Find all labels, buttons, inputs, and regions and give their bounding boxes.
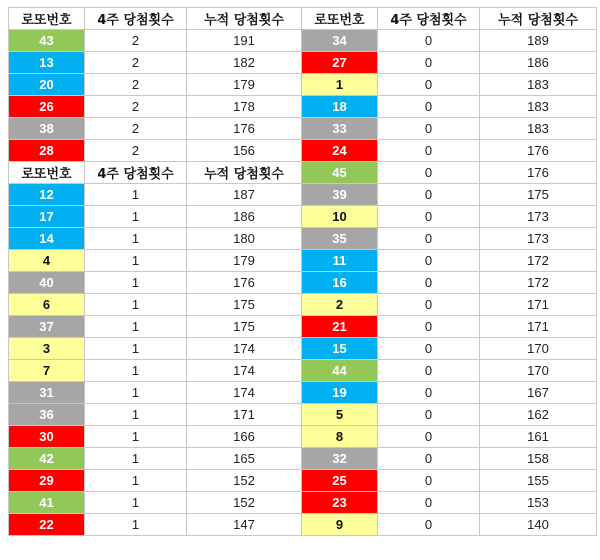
four-week-wins-cell: 2 (85, 74, 187, 96)
four-week-wins-cell: 0 (378, 272, 480, 294)
four-week-wins-cell: 1 (85, 338, 187, 360)
lotto-number-cell: 40 (9, 272, 85, 294)
total-wins-cell: 173 (480, 228, 597, 250)
lotto-number-cell: 22 (9, 514, 85, 536)
four-week-wins-cell: 0 (378, 184, 480, 206)
four-week-wins-cell: 0 (378, 448, 480, 470)
lotto-number-cell: 8 (302, 426, 378, 448)
total-wins-cell: 179 (187, 250, 302, 272)
four-week-wins-cell: 2 (85, 96, 187, 118)
lotto-number-cell: 33 (302, 118, 378, 140)
lotto-number-cell: 15 (302, 338, 378, 360)
lotto-number-cell: 20 (9, 74, 85, 96)
total-wins-cell: 170 (480, 338, 597, 360)
four-week-wins-cell: 1 (85, 382, 187, 404)
total-wins-cell: 186 (480, 52, 597, 74)
total-wins-cell: 182 (187, 52, 302, 74)
table-row (9, 250, 597, 272)
four-week-wins-cell: 0 (378, 470, 480, 492)
four-week-wins-cell: 0 (378, 294, 480, 316)
lotto-number-cell: 42 (9, 448, 85, 470)
total-wins-cell: 171 (187, 404, 302, 426)
lotto-number-cell: 34 (302, 30, 378, 52)
table-row (9, 426, 597, 448)
lotto-number-cell: 13 (9, 52, 85, 74)
table-row (9, 206, 597, 228)
four-week-wins-cell: 2 (85, 118, 187, 140)
lotto-number-cell: 28 (9, 140, 85, 162)
header-total-wins: 누적 당첨횟수 (187, 162, 302, 184)
total-wins-cell: 180 (187, 228, 302, 250)
table-row (9, 382, 597, 404)
header-lotto-number: 로또번호 (9, 162, 85, 184)
header-4week-wins: 4주 당첨횟수 (85, 8, 187, 30)
total-wins-cell: 156 (187, 140, 302, 162)
four-week-wins-cell: 0 (378, 140, 480, 162)
total-wins-cell: 183 (480, 118, 597, 140)
header-lotto-number: 로또번호 (9, 8, 85, 30)
lotto-number-cell: 10 (302, 206, 378, 228)
total-wins-cell: 165 (187, 448, 302, 470)
total-wins-cell: 167 (480, 382, 597, 404)
total-wins-cell: 152 (187, 470, 302, 492)
lotto-number-cell: 18 (302, 96, 378, 118)
four-week-wins-cell: 0 (378, 382, 480, 404)
table-row (9, 360, 597, 382)
lotto-number-cell: 11 (302, 250, 378, 272)
header-lotto-number: 로또번호 (302, 8, 378, 30)
total-wins-cell: 191 (187, 30, 302, 52)
total-wins-cell: 158 (480, 448, 597, 470)
total-wins-cell: 147 (187, 514, 302, 536)
lotto-number-cell: 30 (9, 426, 85, 448)
lotto-number-cell: 25 (302, 470, 378, 492)
four-week-wins-cell: 0 (378, 118, 480, 140)
four-week-wins-cell: 0 (378, 514, 480, 536)
total-wins-cell: 152 (187, 492, 302, 514)
four-week-wins-cell: 0 (378, 52, 480, 74)
lotto-number-cell: 6 (9, 294, 85, 316)
four-week-wins-cell: 0 (378, 360, 480, 382)
four-week-wins-cell: 0 (378, 96, 480, 118)
four-week-wins-cell: 0 (378, 74, 480, 96)
lotto-number-cell: 37 (9, 316, 85, 338)
total-wins-cell: 183 (480, 74, 597, 96)
lotto-number-cell: 29 (9, 470, 85, 492)
table-row (9, 272, 597, 294)
table-row (9, 140, 597, 162)
total-wins-cell: 175 (480, 184, 597, 206)
header-4week-wins: 4주 당첨횟수 (378, 8, 480, 30)
lotto-number-cell: 4 (9, 250, 85, 272)
four-week-wins-cell: 1 (85, 448, 187, 470)
four-week-wins-cell: 1 (85, 206, 187, 228)
lotto-number-cell: 17 (9, 206, 85, 228)
four-week-wins-cell: 1 (85, 316, 187, 338)
table-row (9, 448, 597, 470)
total-wins-cell: 161 (480, 426, 597, 448)
lotto-number-cell: 43 (9, 30, 85, 52)
total-wins-cell: 174 (187, 338, 302, 360)
table-row (9, 470, 597, 492)
lotto-number-cell: 5 (302, 404, 378, 426)
lotto-number-cell: 45 (302, 162, 378, 184)
total-wins-cell: 183 (480, 96, 597, 118)
lotto-number-cell: 39 (302, 184, 378, 206)
total-wins-cell: 172 (480, 250, 597, 272)
lotto-number-cell: 21 (302, 316, 378, 338)
total-wins-cell: 166 (187, 426, 302, 448)
lotto-number-cell: 31 (9, 382, 85, 404)
four-week-wins-cell: 1 (85, 426, 187, 448)
total-wins-cell: 172 (480, 272, 597, 294)
four-week-wins-cell: 0 (378, 316, 480, 338)
total-wins-cell: 186 (187, 206, 302, 228)
total-wins-cell: 176 (480, 162, 597, 184)
total-wins-cell: 170 (480, 360, 597, 382)
total-wins-cell: 155 (480, 470, 597, 492)
four-week-wins-cell: 0 (378, 162, 480, 184)
four-week-wins-cell: 2 (85, 140, 187, 162)
total-wins-cell: 179 (187, 74, 302, 96)
total-wins-cell: 175 (187, 316, 302, 338)
lotto-number-cell: 1 (302, 74, 378, 96)
four-week-wins-cell: 1 (85, 184, 187, 206)
table-row (9, 316, 597, 338)
table-row (9, 492, 597, 514)
table-body (9, 8, 597, 536)
lotto-number-cell: 9 (302, 514, 378, 536)
four-week-wins-cell: 1 (85, 470, 187, 492)
total-wins-cell: 162 (480, 404, 597, 426)
total-wins-cell: 176 (187, 118, 302, 140)
lotto-number-cell: 26 (9, 96, 85, 118)
total-wins-cell: 189 (480, 30, 597, 52)
lotto-number-cell: 32 (302, 448, 378, 470)
total-wins-cell: 171 (480, 316, 597, 338)
table-row (9, 514, 597, 536)
total-wins-cell: 174 (187, 360, 302, 382)
lotto-number-cell: 19 (302, 382, 378, 404)
table-row (9, 52, 597, 74)
four-week-wins-cell: 0 (378, 228, 480, 250)
header-total-wins: 누적 당첨횟수 (187, 8, 302, 30)
lotto-number-cell: 24 (302, 140, 378, 162)
lotto-number-cell: 14 (9, 228, 85, 250)
lotto-number-cell: 27 (302, 52, 378, 74)
table-row (9, 404, 597, 426)
header-total-wins: 누적 당첨횟수 (480, 8, 597, 30)
four-week-wins-cell: 1 (85, 360, 187, 382)
table-row (9, 8, 597, 30)
total-wins-cell: 140 (480, 514, 597, 536)
table-row (9, 228, 597, 250)
four-week-wins-cell: 0 (378, 250, 480, 272)
four-week-wins-cell: 1 (85, 272, 187, 294)
lotto-number-cell: 23 (302, 492, 378, 514)
lotto-number-cell: 3 (9, 338, 85, 360)
four-week-wins-cell: 1 (85, 228, 187, 250)
total-wins-cell: 178 (187, 96, 302, 118)
lotto-number-cell: 38 (9, 118, 85, 140)
total-wins-cell: 187 (187, 184, 302, 206)
four-week-wins-cell: 2 (85, 30, 187, 52)
header-4week-wins: 4주 당첨횟수 (85, 162, 187, 184)
table-row (9, 118, 597, 140)
total-wins-cell: 176 (187, 272, 302, 294)
table-row (9, 294, 597, 316)
lotto-number-cell: 16 (302, 272, 378, 294)
four-week-wins-cell: 0 (378, 404, 480, 426)
four-week-wins-cell: 0 (378, 492, 480, 514)
total-wins-cell: 174 (187, 382, 302, 404)
four-week-wins-cell: 1 (85, 250, 187, 272)
four-week-wins-cell: 1 (85, 514, 187, 536)
four-week-wins-cell: 0 (378, 30, 480, 52)
lotto-number-cell: 44 (302, 360, 378, 382)
total-wins-cell: 175 (187, 294, 302, 316)
four-week-wins-cell: 2 (85, 52, 187, 74)
lotto-number-cell: 2 (302, 294, 378, 316)
four-week-wins-cell: 0 (378, 426, 480, 448)
lotto-number-cell: 41 (9, 492, 85, 514)
total-wins-cell: 153 (480, 492, 597, 514)
lotto-stats-table (8, 7, 597, 536)
table-row (9, 184, 597, 206)
four-week-wins-cell: 0 (378, 338, 480, 360)
four-week-wins-cell: 1 (85, 492, 187, 514)
four-week-wins-cell: 0 (378, 206, 480, 228)
table-row (9, 30, 597, 52)
four-week-wins-cell: 1 (85, 404, 187, 426)
total-wins-cell: 173 (480, 206, 597, 228)
lotto-number-cell: 7 (9, 360, 85, 382)
table-row (9, 74, 597, 96)
total-wins-cell: 171 (480, 294, 597, 316)
four-week-wins-cell: 1 (85, 294, 187, 316)
lotto-number-cell: 36 (9, 404, 85, 426)
lotto-number-cell: 12 (9, 184, 85, 206)
lotto-number-cell: 35 (302, 228, 378, 250)
table-row (9, 162, 597, 184)
table-row (9, 338, 597, 360)
table-row (9, 96, 597, 118)
total-wins-cell: 176 (480, 140, 597, 162)
